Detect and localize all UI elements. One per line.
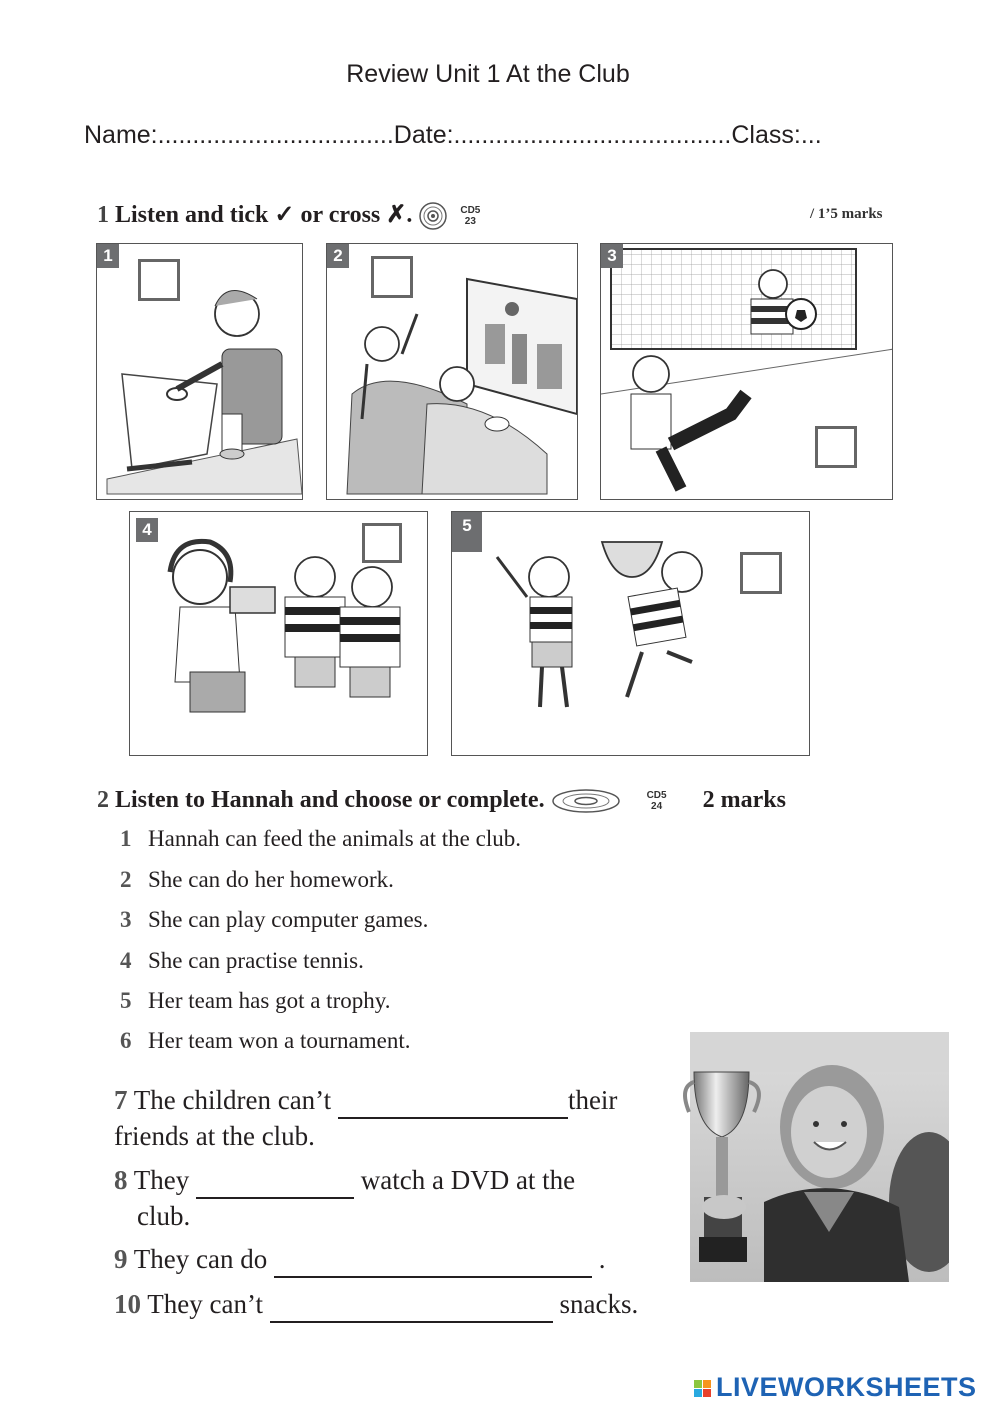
name-date-class-line: Name:..................................Date:........................................Class:... bbox=[84, 121, 822, 149]
exercise-1-marks: / 1’5 marks bbox=[810, 206, 883, 222]
question-text-line2: friends at the club. bbox=[114, 1120, 315, 1151]
worksheet-title: Review Unit 1 At the Club bbox=[346, 60, 630, 88]
exercise-2-heading bbox=[97, 787, 786, 814]
cd-icon bbox=[418, 201, 448, 231]
picture-5-tick-box[interactable] bbox=[740, 552, 782, 594]
track-number: 23 bbox=[464, 216, 476, 228]
question-text-after: snacks. bbox=[559, 1289, 639, 1319]
question-number: 9 bbox=[114, 1244, 128, 1274]
question-7 bbox=[114, 1083, 674, 1154]
statement-number: 2 bbox=[120, 867, 132, 892]
picture-1-boy-cutting-paper bbox=[96, 243, 303, 500]
cd-track-label bbox=[460, 205, 480, 227]
answer-10-input[interactable] bbox=[270, 1295, 553, 1323]
exercise-1-number: 1 bbox=[97, 202, 109, 228]
exercise-1-instruction: Listen and tick ✓ or cross ✗. bbox=[115, 202, 413, 228]
question-number: 10 bbox=[114, 1289, 141, 1319]
exercise-2-marks: 2 marks bbox=[702, 787, 786, 813]
statement-number: 4 bbox=[120, 948, 132, 973]
question-8 bbox=[114, 1163, 654, 1234]
cd-label: CD5 bbox=[646, 790, 667, 802]
statement-number: 5 bbox=[120, 988, 132, 1013]
picture-1-tick-box[interactable] bbox=[138, 259, 180, 301]
question-text-line2: club. bbox=[137, 1200, 191, 1231]
question-9 bbox=[114, 1242, 654, 1278]
statement-number: 6 bbox=[120, 1028, 132, 1053]
statement-number: 3 bbox=[120, 907, 132, 932]
exercise-2-instruction: Listen to Hannah and choose or complete. bbox=[115, 787, 545, 813]
question-text-before: They can’t bbox=[147, 1289, 263, 1319]
picture-5-boys-with-trophy bbox=[451, 511, 810, 756]
logo-text: LIVEWORKSHEETS bbox=[716, 1372, 977, 1402]
question-text-before: The children can’t bbox=[133, 1085, 332, 1115]
picture-1-number: 1 bbox=[97, 244, 119, 268]
question-number: 8 bbox=[114, 1165, 128, 1195]
picture-4-tick-box[interactable] bbox=[362, 523, 402, 563]
picture-2-number: 2 bbox=[327, 244, 349, 268]
statement-text: She can practise tennis. bbox=[148, 948, 364, 973]
answer-8-input[interactable] bbox=[196, 1171, 354, 1199]
picture-4-number: 4 bbox=[136, 518, 158, 542]
statement-text: Her team won a tournament. bbox=[148, 1028, 411, 1053]
statement-text: She can do her homework. bbox=[148, 867, 394, 892]
picture-2-tick-box[interactable] bbox=[371, 256, 413, 298]
question-text-after: . bbox=[598, 1244, 606, 1274]
statement-2[interactable] bbox=[120, 867, 394, 893]
question-text-before: They bbox=[133, 1165, 190, 1195]
statement-6[interactable] bbox=[120, 1028, 411, 1054]
photo-girl-with-trophy bbox=[654, 1032, 949, 1282]
statement-text: Her team has got a trophy. bbox=[148, 988, 391, 1013]
picture-1-illustration bbox=[97, 244, 303, 500]
exercise-2-number: 2 bbox=[97, 787, 109, 813]
picture-2-girls-playing-games bbox=[326, 243, 578, 500]
question-number: 7 bbox=[114, 1085, 128, 1115]
picture-3-tick-box[interactable] bbox=[815, 426, 857, 468]
cd-label: CD5 bbox=[460, 205, 481, 217]
track-number: 24 bbox=[651, 801, 663, 813]
photo-girl-with-trophy-image bbox=[654, 1032, 949, 1282]
question-text-before: They can do bbox=[133, 1244, 268, 1274]
statement-3[interactable] bbox=[120, 907, 428, 933]
cd-track-label bbox=[647, 790, 667, 812]
statement-1[interactable] bbox=[120, 826, 521, 852]
statement-text: Hannah can feed the animals at the club. bbox=[148, 826, 521, 851]
cd-icon bbox=[551, 788, 621, 814]
picture-3-football-goal bbox=[600, 243, 893, 500]
answer-7-input[interactable] bbox=[338, 1091, 568, 1119]
liveworksheets-logo bbox=[694, 1372, 977, 1403]
question-10 bbox=[114, 1287, 684, 1323]
question-text-after: their bbox=[567, 1085, 618, 1115]
statement-4[interactable] bbox=[120, 948, 364, 974]
picture-2-illustration bbox=[327, 244, 578, 500]
picture-5-number: 5 bbox=[452, 512, 482, 552]
picture-3-number: 3 bbox=[601, 244, 623, 268]
answer-9-input[interactable] bbox=[274, 1250, 592, 1278]
question-text-after: watch a DVD at the bbox=[360, 1165, 576, 1195]
picture-5-illustration bbox=[452, 512, 810, 756]
statement-number: 1 bbox=[120, 826, 132, 851]
logo-icon bbox=[694, 1380, 716, 1398]
statement-5[interactable] bbox=[120, 988, 391, 1014]
statement-text: She can play computer games. bbox=[148, 907, 429, 932]
exercise-1-heading bbox=[97, 200, 480, 231]
picture-4-woman-taking-photo bbox=[129, 511, 428, 756]
